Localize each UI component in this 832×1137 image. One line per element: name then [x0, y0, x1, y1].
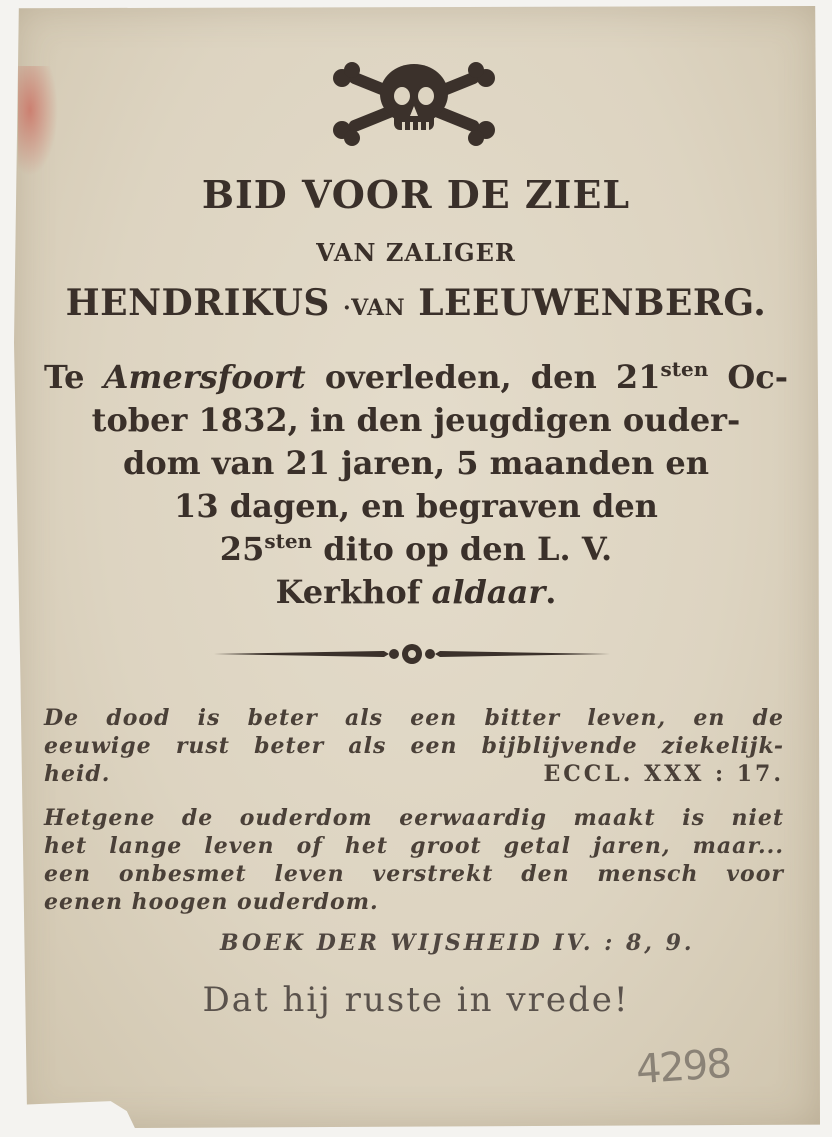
burial-day: 25 — [219, 530, 265, 568]
subheading: VAN ZALIGER — [316, 238, 516, 267]
period: . — [545, 573, 557, 611]
scripture-quote-2 — [44, 804, 784, 916]
word-te: Te — [44, 358, 85, 396]
obituary-text — [44, 356, 788, 614]
quote-2-line-4: eenen hoogen ouderdom. — [44, 889, 379, 915]
quote-2-line-2: het lange leven of het groot getal jaren, maar... — [44, 833, 784, 859]
obituary-line-1-text: overleden, den 21 — [324, 358, 661, 396]
skull-crossbones-icon — [326, 56, 502, 152]
obituary-line-2: tober 1832, in den jeugdigen ouder- — [91, 401, 741, 439]
quote-1-line-3 — [44, 760, 784, 788]
deceased-name — [44, 282, 788, 324]
scripture-quote-1 — [44, 704, 784, 788]
name-last: LEEUWENBERG. — [418, 282, 767, 324]
obituary-line-4: 13 dagen, en begraven den — [174, 487, 658, 525]
quote-1-line-2: eeuwige rust beter als een bijblijvende ziekelijk- — [44, 733, 784, 759]
name-first: HENDRIKUS — [65, 282, 330, 324]
obituary-line-6 — [44, 571, 788, 614]
place-name: Amersfoort — [103, 358, 306, 396]
obituary-line-1-end: Oc- — [727, 358, 789, 396]
ordinal-suffix-2: sten — [264, 529, 313, 553]
quote-2-reference: BOEK DER WIJSHEID IV. : 8, 9. — [220, 930, 695, 956]
word-kerkhof: Kerkhof — [275, 573, 421, 611]
heading: BID VOOR DE ZIEL — [201, 172, 631, 217]
quote-1-line-1: De dood is beter als een bitter leven, en de — [44, 705, 784, 731]
quote-2-line-3: een onbesmet leven verstrekt den mensch voor — [44, 861, 784, 887]
name-van: ·VAN — [342, 295, 406, 321]
red-stain — [18, 66, 58, 176]
closing-prayer: Dat hij ruste in vrede! — [202, 980, 630, 1020]
obituary-line-5-text: dito op den L. V. — [323, 530, 613, 568]
obituary-line-3: dom van 21 jaren, 5 maanden en — [123, 444, 709, 482]
catalog-number: 4298 — [634, 1040, 732, 1094]
ornamental-divider — [214, 638, 610, 670]
quote-1-reference: ECCL. XXX : 17. — [543, 761, 784, 787]
obituary-line-5 — [44, 528, 788, 571]
obituary-line-1 — [44, 356, 788, 399]
word-aldaar: aldaar — [431, 573, 546, 611]
quote-1-line-3-text: heid. — [44, 761, 111, 787]
ordinal-suffix: sten — [660, 357, 709, 381]
quote-2-line-1: Hetgene de ouderdom eerwaardig maakt is niet — [44, 805, 784, 831]
